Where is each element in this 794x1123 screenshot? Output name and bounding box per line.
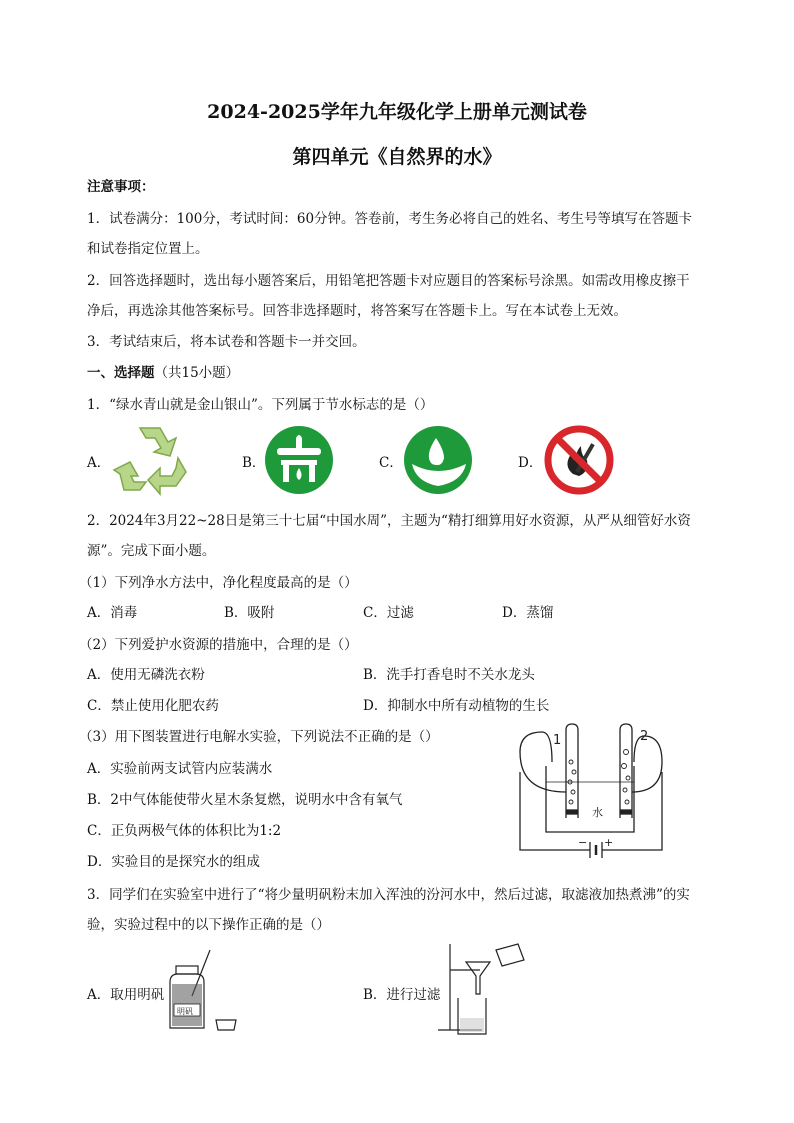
water-saving-icon [263,424,335,500]
notice-item-3: 3．考试结束后，将本试卷和答题卡一并交回。 [87,334,366,350]
question-2-1-stem: （1）下列净水方法中，净化程度最高的是（） [79,575,358,591]
page-subtitle: 第四单元《自然界的水》 [292,146,502,168]
q2-1-option-c: C．过滤 [363,605,414,621]
q2-1-option-a: A．消毒 [87,605,138,621]
negative-label: − [578,836,588,849]
q1-option-b: B． [242,455,266,471]
q2-2-option-d: D．抑制水中所有动植物的生长 [363,698,550,714]
recycle-icon [110,420,190,500]
question-2-stem-cont: 源”。完成下面小题。 [87,543,216,559]
q2-1-option-d: D．蒸馏 [502,605,554,621]
water-label: 水 [592,806,603,819]
notice-item-2: 2．回答选择题时，选出每小题答案后，用铅笔把答题卡对应题目的答案标号涂黑。如需改用橡皮擦干 [87,273,690,289]
question-3-stem: 3．同学们在实验室中进行了“将少量明矾粉末加入浑浊的汾河水中，然后过滤，取滤液加热煮沸”的实 [87,887,690,903]
notice-item-1-cont: 和试卷指定位置上。 [87,241,209,257]
jar-label: 明矾 [177,1007,193,1016]
notice-item-1: 1．试卷满分：100分，考试时间：60分钟。答卷前，考生务必将自己的姓名、考生号等填写在答题卡 [87,211,693,227]
tube-label-2: 2 [640,729,649,744]
q2-2-option-b: B．洗手打香皂时不关水龙头 [363,667,535,683]
q3-option-a: A．取用明矾 [87,987,165,1003]
filtration-figure [436,940,532,1040]
section-heading: 一、选择题（共15小题） [87,365,240,381]
question-2-stem: 2．2024年3月22~28日是第三十七届“中国水周”，主题为“精打细算用好水资源，从严从细管好水资 [87,513,691,529]
tube-label-1: 1 [553,733,562,748]
notice-item-2-cont: 净后，再选涂其他答案标号。回答非选择题时，将答案写在答题卡上。写在本试卷上无效。 [87,303,627,319]
q2-2-option-a: A．使用无磷洗衣粉 [87,667,205,683]
question-1-stem: 1．“绿水青山就是金山银山”。下列属于节水标志的是（） [87,397,434,413]
q3-option-b: B．进行过滤 [363,987,441,1003]
q2-3-option-c: C．正负两极气体的体积比为1:2 [87,823,282,839]
electrolysis-apparatus [516,722,666,868]
alum-jar-figure [162,946,242,1040]
question-3-stem-cont: 验，实验过程中的以下操作正确的是（） [87,917,330,933]
q1-option-c: C． [379,455,403,471]
q2-3-option-b: B．2中气体能使带火星木条复燃，说明水中含有氧气 [87,792,403,808]
page-title: 2024-2025学年九年级化学上册单元测试卷 [207,101,587,123]
notice-heading: 注意事项： [87,179,155,195]
water-drop-icon [402,424,474,500]
q2-3-option-d: D．实验目的是探究水的组成 [87,854,260,870]
question-2-3-stem: （3）用下图装置进行电解水实验，下列说法不正确的是（） [79,729,439,745]
q1-option-a: A． [87,455,111,471]
q2-1-option-b: B．吸附 [224,605,275,621]
q2-2-option-c: C．禁止使用化肥农药 [87,698,219,714]
q2-3-option-a: A．实验前两支试管内应装满水 [87,761,273,777]
q1-option-d: D． [518,455,543,471]
question-2-2-stem: （2）下列爱护水资源的措施中，合理的是（） [79,637,358,653]
positive-label: + [604,836,614,849]
no-fire-icon [543,424,615,500]
